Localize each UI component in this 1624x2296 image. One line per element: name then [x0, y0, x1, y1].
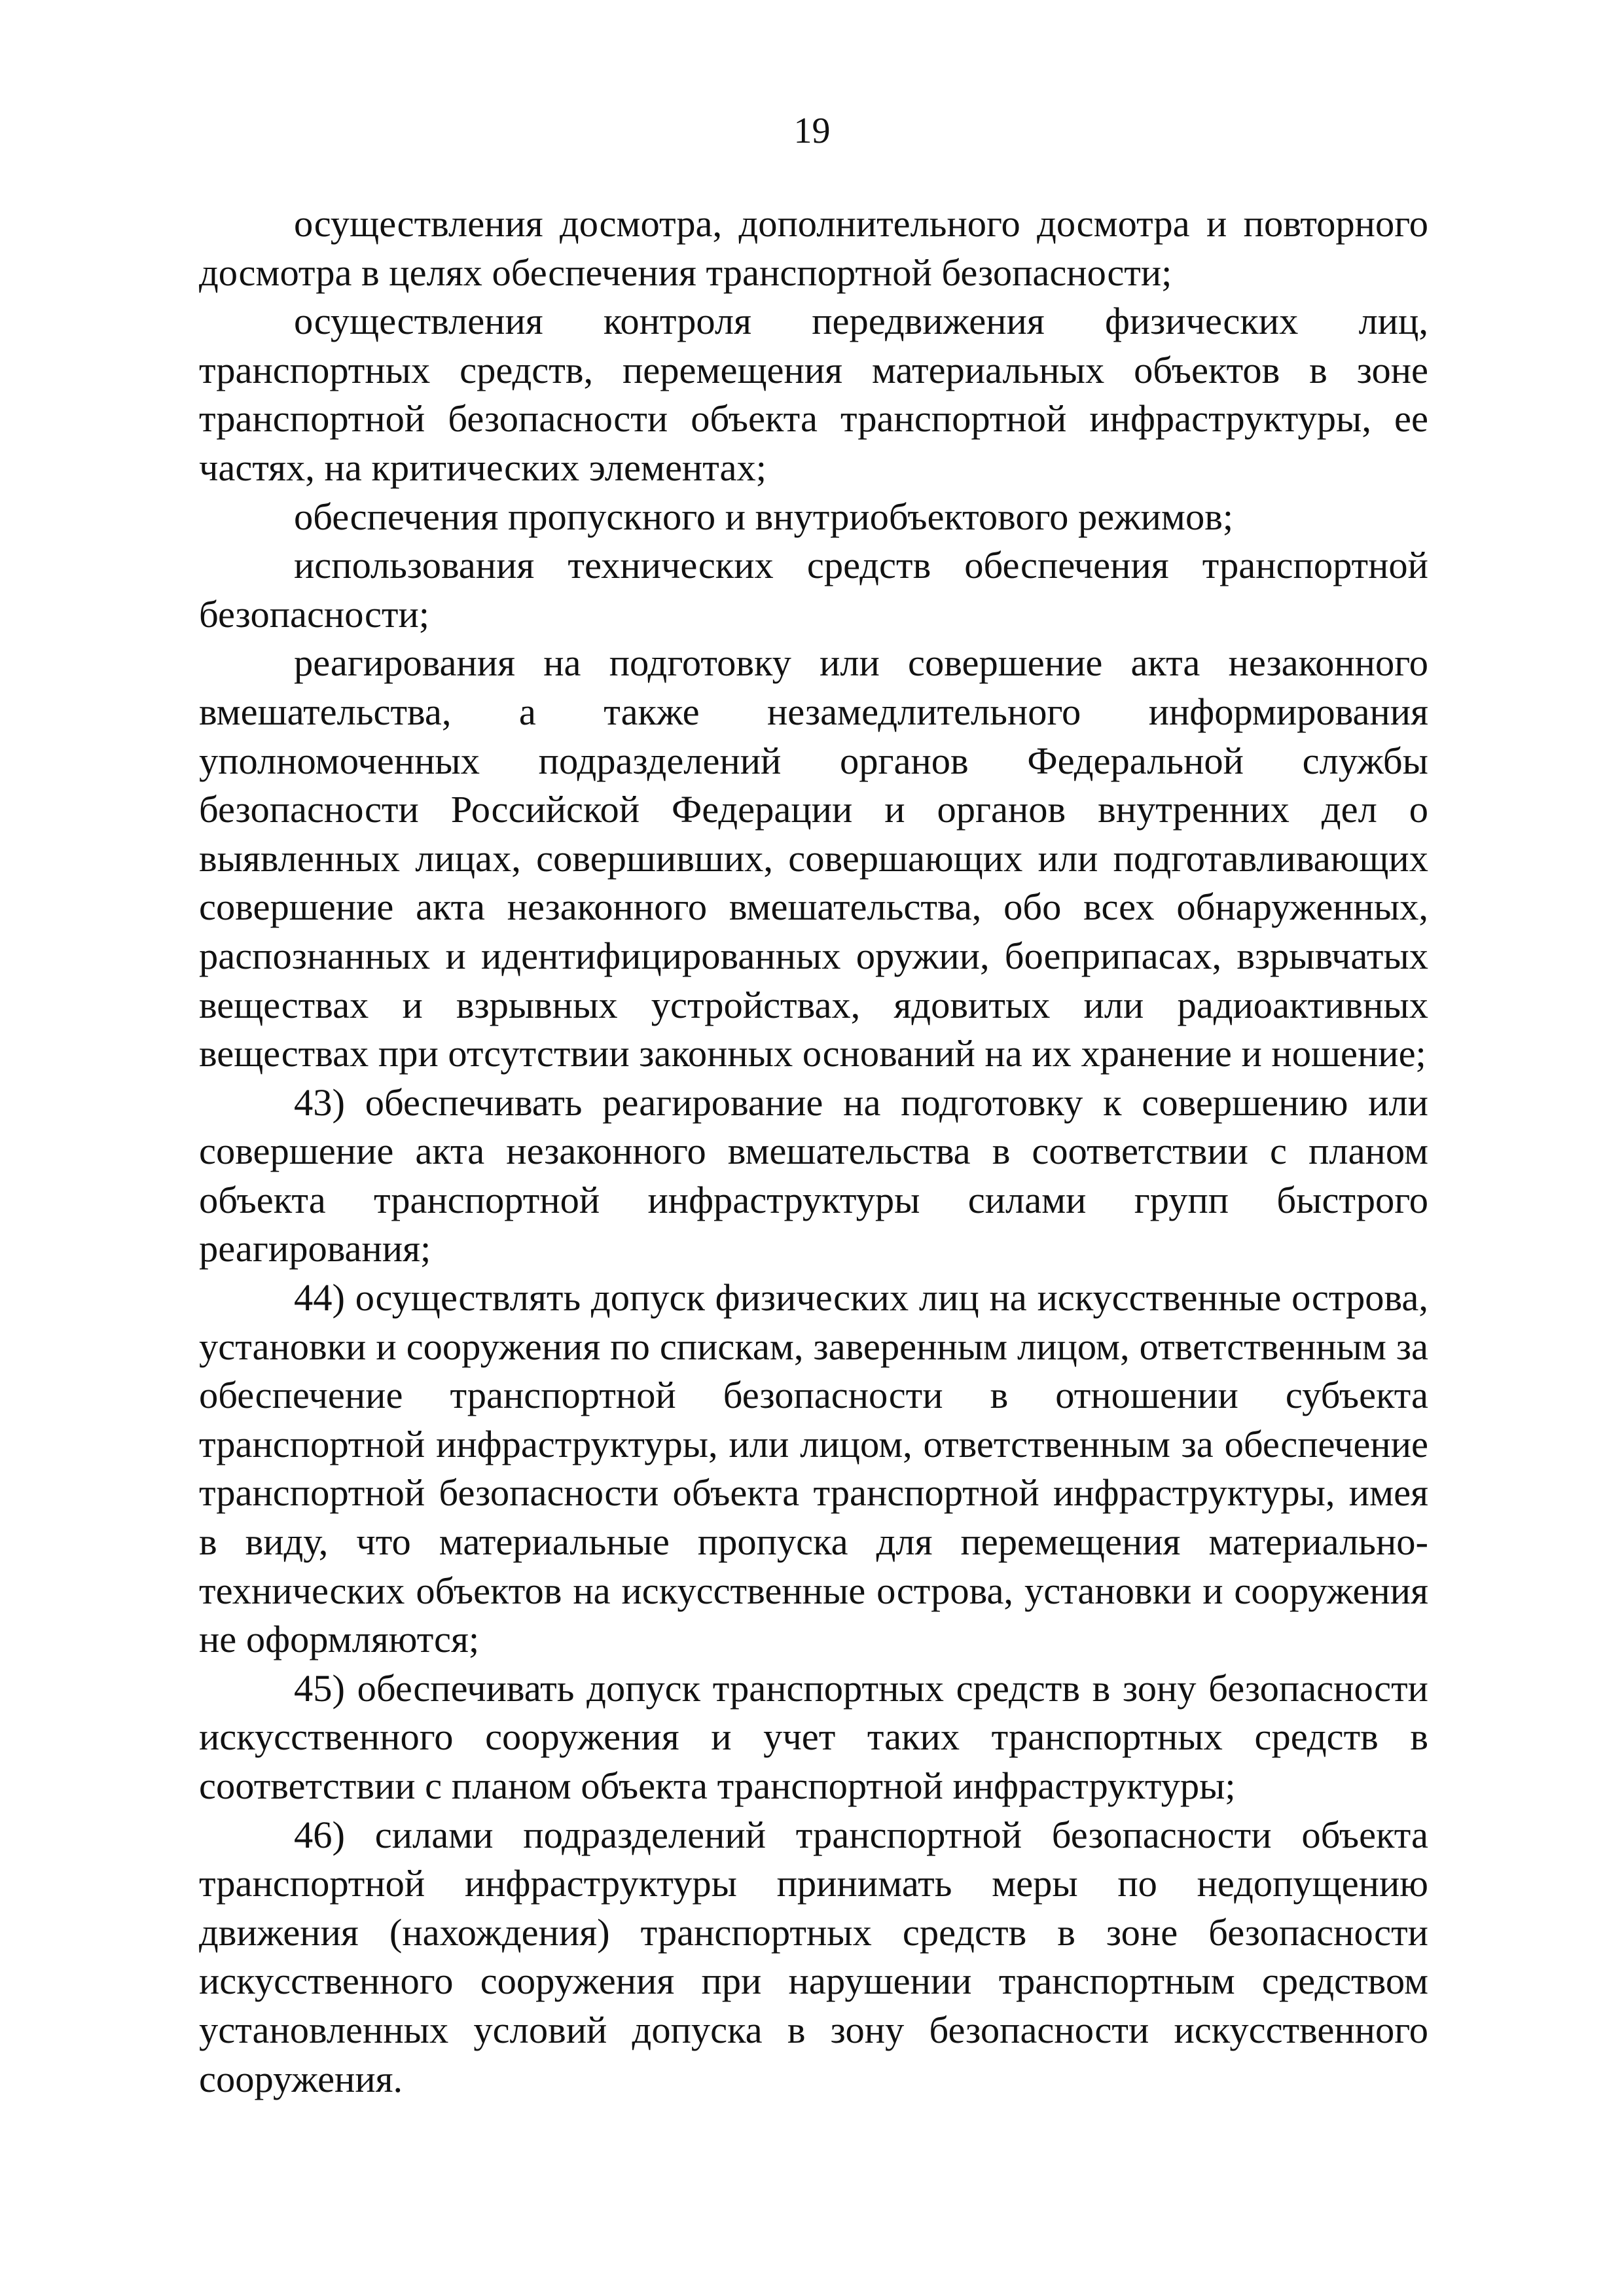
page-number: 19 [793, 111, 831, 151]
paragraph: 46) силами подразделений транспортной безопасности объекта транспортной инфраструктуры принимать меры по недопущению движения (нахождения) транспортных средств в зоне безопасности искусственного сооружения при нарушении транспортным средством установленных условий допуска в зону безопасности искусственного сооружения. [199, 1813, 1428, 2100]
paragraph: 43) обеспечивать реагирование на подготовку к совершению или совершение акта незаконного вмешательства в соответствии с планом объекта транспортной инфраструктуры силами групп быстрого реагирования; [199, 1081, 1428, 1270]
paragraph: использования технических средств обеспечения транспортной безопасности; [199, 544, 1428, 636]
paragraph: 44) осуществлять допуск физических лиц на искусственные острова, установки и сооружения по спискам, заверенным лицом, ответственным за обеспечение транспортной безопасности в отношении субъекта транспортной инфраструктуры, или лицом, ответственным за обеспечение транспортной безопасности объекта транспортной инфраструктуры, имея в виду, что материальные пропуска для перемещения материально-технических объектов на искусственные острова, установки и сооружения не оформляются; [199, 1276, 1428, 1661]
body-text [199, 200, 1428, 2104]
paragraph: 45) обеспечивать допуск транспортных средств в зону безопасности искусственного сооружения и учет таких транспортных средств в соответствии с планом объекта транспортной инфраструктуры; [199, 1666, 1428, 1807]
paragraph: обеспечения пропускного и внутриобъектового режимов; [294, 495, 1234, 538]
paragraph: осуществления контроля передвижения физических лиц, транспортных средств, перемещения материальных объектов в зоне транспортной безопасности объекта транспортной инфраструктуры, ее частях, на критических элементах; [199, 300, 1428, 489]
paragraph: осуществления досмотра, дополнительного досмотра и повторного досмотра в целях обеспечения транспортной безопасности; [199, 202, 1428, 294]
paragraph: реагирования на подготовку или совершение акта незаконного вмешательства, а также незамедлительного информирования уполномоченных подразделений органов Федеральной службы безопасности Российской Федерации и органов внутренних дел о выявленных лицах, совершивших, совершающих или подготавливающих совершение акта незаконного вмешательства, обо всех обнаруженных, распознанных и идентифицированных оружии, боеприпасах, взрывчатых веществах и взрывных устройствах, ядовитых или радиоактивных веществах при отсутствии законных оснований на их хранение и ношение; [199, 641, 1428, 1075]
